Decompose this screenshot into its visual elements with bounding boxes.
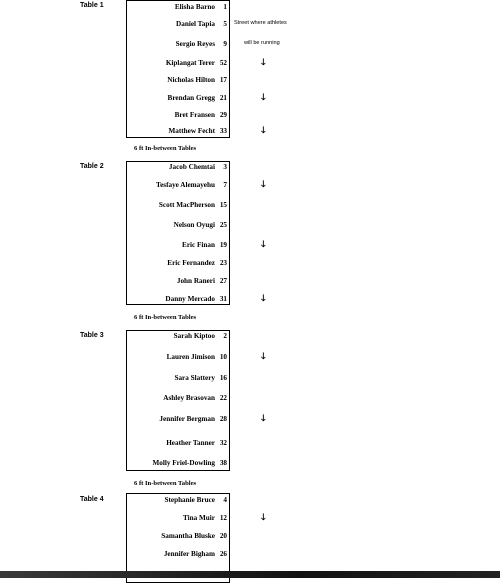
bib-number: 28 xyxy=(219,415,227,423)
athlete-name: Sergio Reyes xyxy=(175,40,215,48)
table-1-label: Table 1 xyxy=(80,2,104,9)
down-arrow-icon: 🡓 xyxy=(261,126,266,136)
bib-number: 38 xyxy=(219,459,227,467)
down-arrow-icon: 🡓 xyxy=(261,93,266,103)
bib-number: 7 xyxy=(223,181,227,189)
athlete-name: Jacob Chemtai xyxy=(168,163,215,171)
athlete-name: Eric Finan xyxy=(182,241,215,249)
table-row xyxy=(126,495,230,505)
table-row xyxy=(126,75,230,85)
athlete-name: John Raneri xyxy=(176,277,215,285)
gap-label: 6 ft In-between Tables xyxy=(134,480,197,487)
table-row xyxy=(126,513,230,523)
athlete-name: Ashley Brasovan xyxy=(163,394,215,402)
table-row xyxy=(126,93,230,103)
table-row xyxy=(126,531,230,541)
bottom-edge xyxy=(0,571,500,578)
table-2-label: Table 2 xyxy=(80,163,104,170)
table-row xyxy=(126,200,230,210)
table-row xyxy=(126,276,230,286)
table-row xyxy=(126,39,230,49)
athlete-name: Matthew Fecht xyxy=(168,127,215,135)
bib-number: 31 xyxy=(219,295,227,303)
bib-number: 29 xyxy=(219,111,227,119)
bib-number: 33 xyxy=(219,127,227,135)
down-arrow-icon: 🡓 xyxy=(261,414,266,424)
bib-number: 12 xyxy=(219,514,227,522)
table-row xyxy=(126,258,230,268)
street-note-line-2: will be running xyxy=(244,40,280,46)
athlete-name: Daniel Tapia xyxy=(176,20,215,28)
athlete-name: Bret Fransen xyxy=(174,111,215,119)
athlete-name: Tesfaye Alemayehu xyxy=(155,181,215,189)
athlete-name: Nicholas Hilton xyxy=(167,76,215,84)
athlete-name: Heather Tanner xyxy=(166,439,215,447)
athlete-name: Brendan Gregg xyxy=(167,94,215,102)
down-arrow-icon: 🡓 xyxy=(261,180,266,190)
bib-number: 52 xyxy=(219,59,227,67)
street-note-line-1: Street where athletes xyxy=(234,20,287,26)
athlete-name: Samantha Bluske xyxy=(161,532,215,540)
bib-number: 20 xyxy=(219,532,227,540)
table-row xyxy=(126,438,230,448)
bib-number: 23 xyxy=(219,259,227,267)
table-row xyxy=(126,414,230,424)
table-row xyxy=(126,126,230,136)
bib-number: 22 xyxy=(219,394,227,402)
bib-number: 32 xyxy=(219,439,227,447)
bib-number: 5 xyxy=(223,20,227,28)
athlete-name: Kiplangat Terer xyxy=(165,59,215,67)
table-3-label: Table 3 xyxy=(80,332,104,339)
table-row xyxy=(126,373,230,383)
athlete-name: Jennifer Bergman xyxy=(159,415,215,423)
bib-number: 2 xyxy=(223,332,227,340)
bib-number: 15 xyxy=(219,201,227,209)
bib-number: 26 xyxy=(219,550,227,558)
table-row xyxy=(126,220,230,230)
bib-number: 17 xyxy=(219,76,227,84)
gap-label: 6 ft In-between Tables xyxy=(134,314,197,321)
bib-number: 10 xyxy=(219,353,227,361)
table-row xyxy=(126,352,230,362)
athlete-name: Nelson Oyugi xyxy=(173,221,215,229)
table-row xyxy=(126,180,230,190)
gap-label: 6 ft In-between Tables xyxy=(134,145,197,152)
table-row xyxy=(126,393,230,403)
athlete-name: Molly Friel-Dowling xyxy=(152,459,215,467)
athlete-name: Sarah Kiptoo xyxy=(173,332,215,340)
athlete-name: Jennifer Bigham xyxy=(163,550,215,558)
athlete-name: Scott MacPherson xyxy=(158,201,215,209)
table-row xyxy=(126,458,230,468)
athlete-name: Lauren Jimison xyxy=(166,353,215,361)
table-4-label: Table 4 xyxy=(80,496,104,503)
table-row xyxy=(126,294,230,304)
bib-number: 16 xyxy=(219,374,227,382)
table-row xyxy=(126,240,230,250)
bib-number: 1 xyxy=(223,3,227,11)
bib-number: 21 xyxy=(219,94,227,102)
table-row xyxy=(126,110,230,120)
down-arrow-icon: 🡓 xyxy=(261,513,266,523)
down-arrow-icon: 🡓 xyxy=(261,240,266,250)
athlete-name: Sara Slattery xyxy=(174,374,215,382)
table-row xyxy=(126,19,230,29)
athlete-name: Stephanie Bruce xyxy=(164,496,215,504)
bib-number: 3 xyxy=(223,163,227,171)
bib-number: 9 xyxy=(223,40,227,48)
bib-number: 27 xyxy=(219,277,227,285)
down-arrow-icon: 🡓 xyxy=(261,294,266,304)
table-row xyxy=(126,331,230,341)
table-row xyxy=(126,549,230,559)
athlete-name: Tina Muir xyxy=(182,514,215,522)
down-arrow-icon: 🡓 xyxy=(261,352,266,362)
bib-number: 19 xyxy=(219,241,227,249)
down-arrow-icon: 🡓 xyxy=(261,58,266,68)
athlete-name: Elisha Barno xyxy=(174,3,215,11)
bib-number: 4 xyxy=(223,496,227,504)
bib-number: 25 xyxy=(219,221,227,229)
table-row xyxy=(126,2,230,12)
table-row xyxy=(126,58,230,68)
table-row xyxy=(126,162,230,172)
athlete-name: Eric Fernandez xyxy=(167,259,215,267)
athlete-name: Danny Mercado xyxy=(165,295,215,303)
